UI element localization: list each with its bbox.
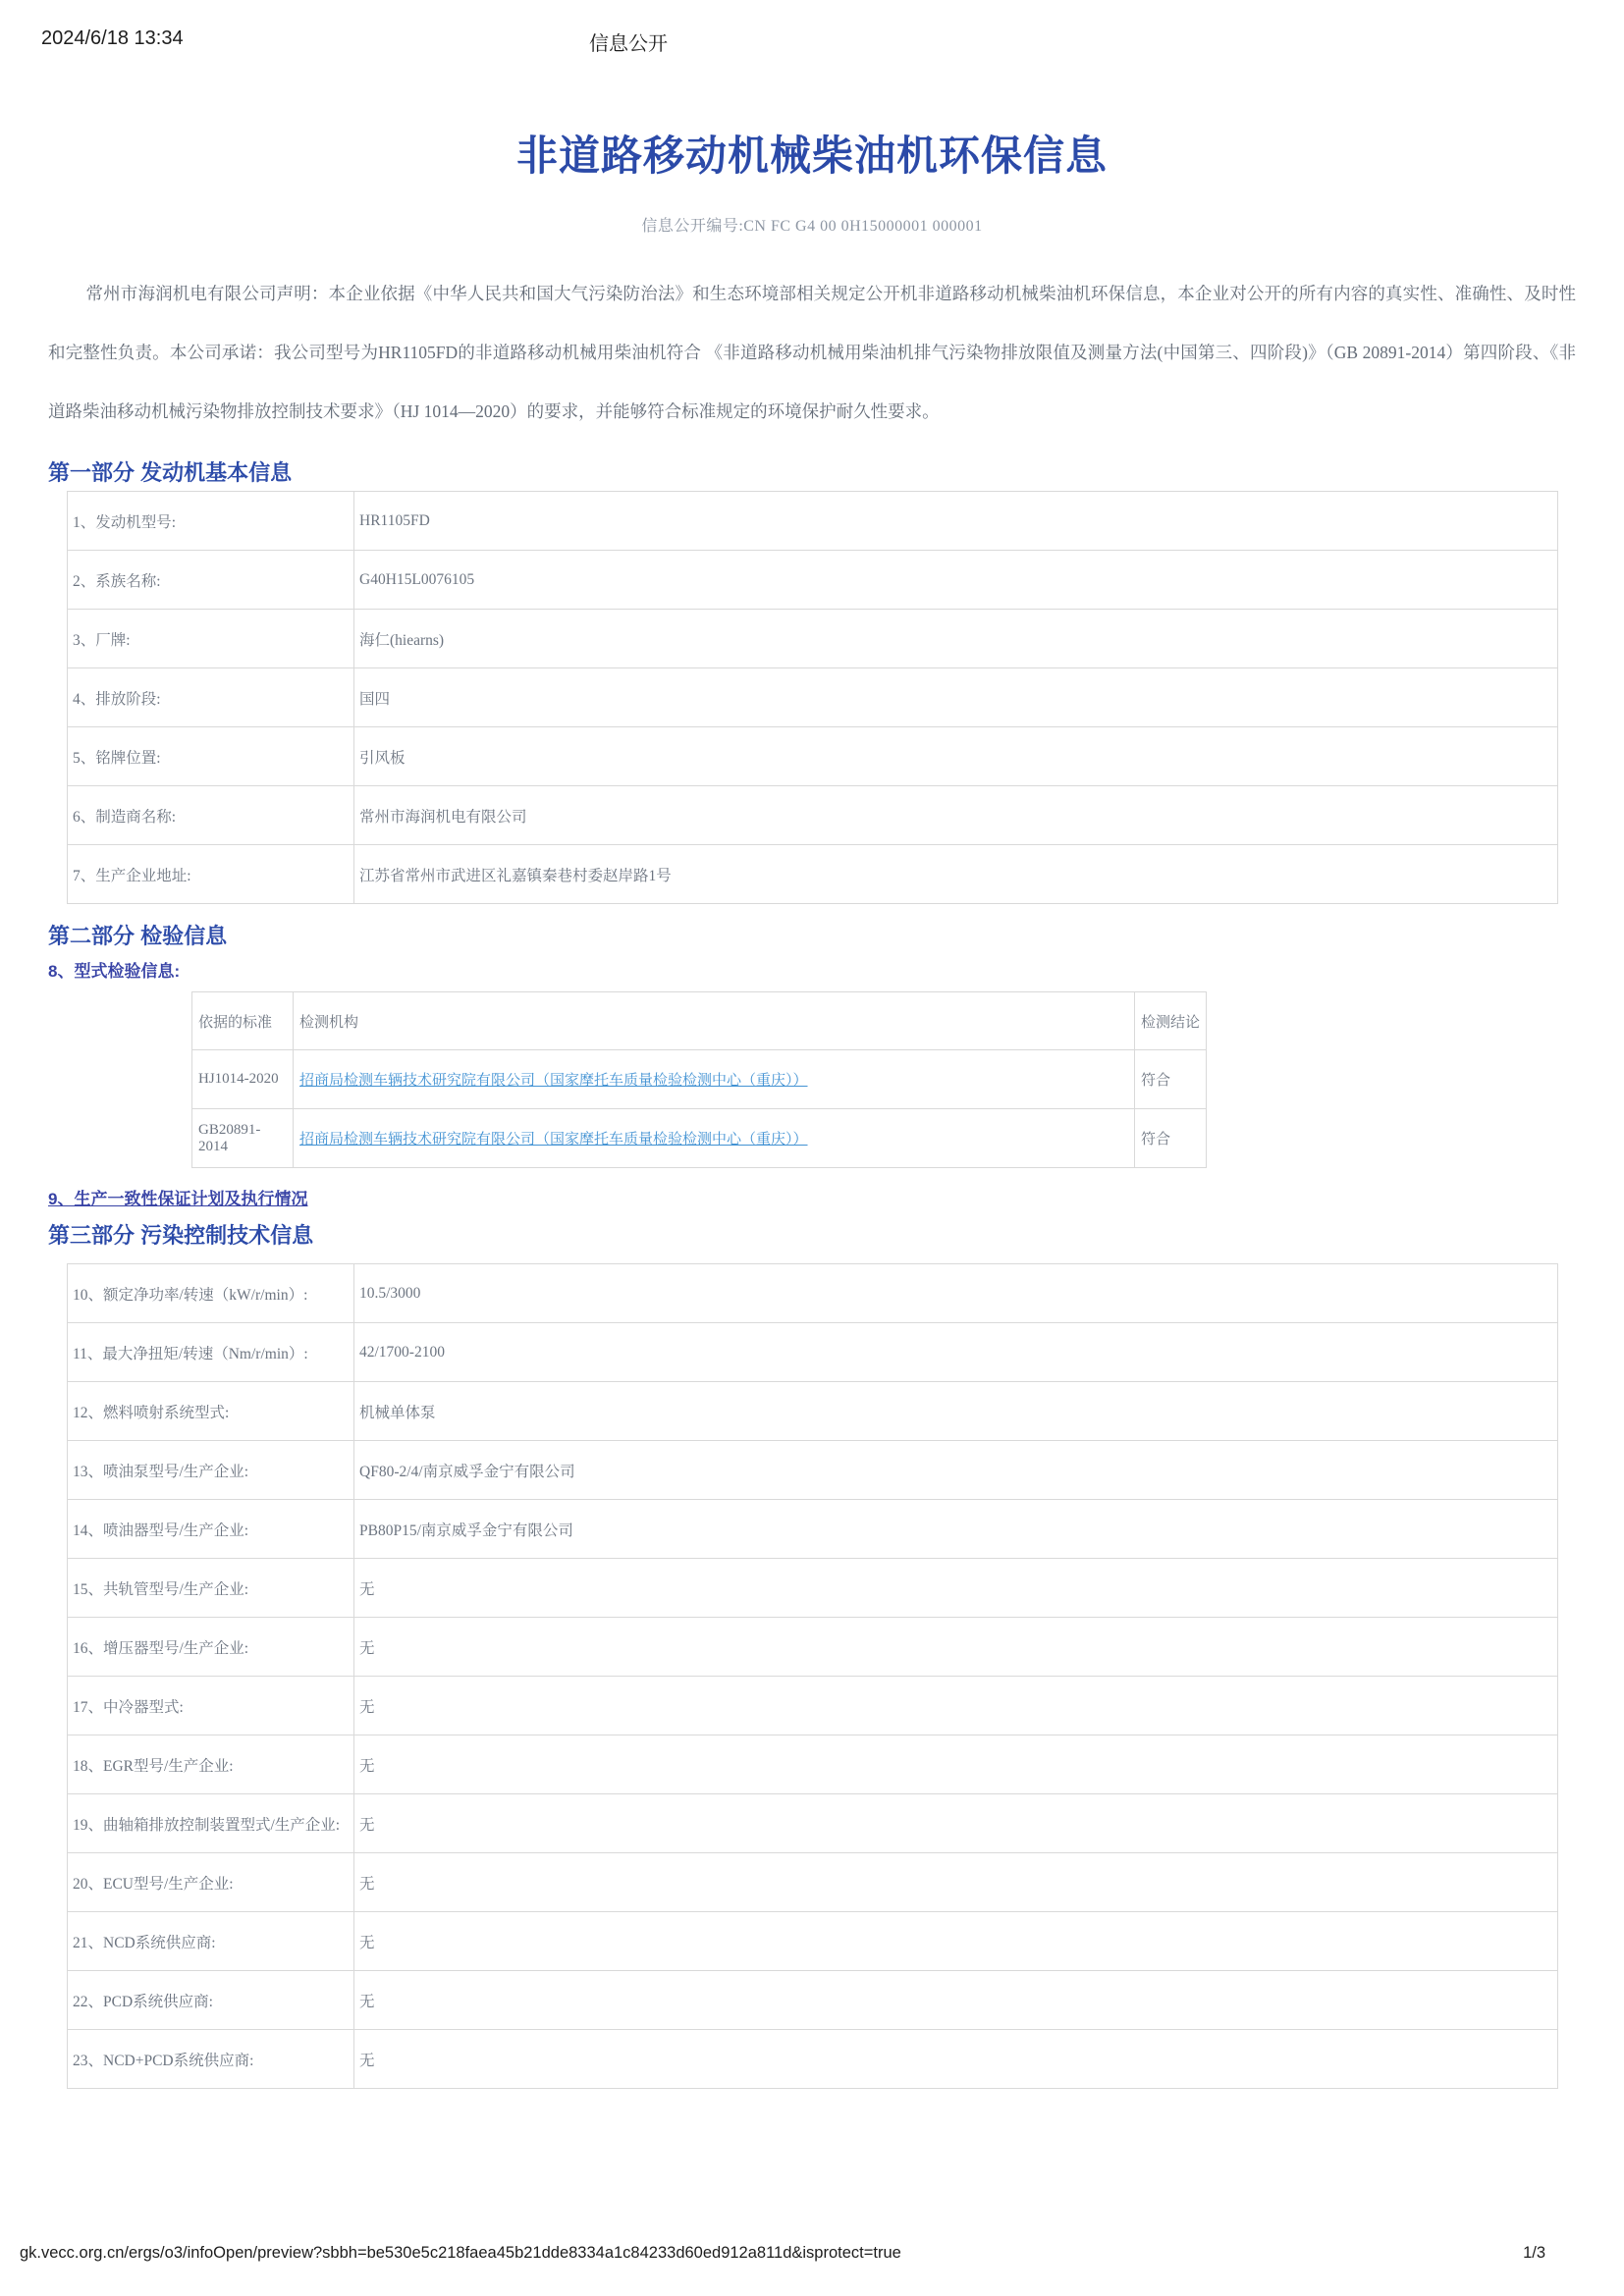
pollution-control-table — [67, 1263, 1558, 2089]
result-cell: 符合 — [1135, 1050, 1207, 1109]
print-footer-url: gk.vecc.org.cn/ergs/o3/infoOpen/preview?sbbh=be530e5c218faea45b21dde8334a1c84233d60ed912a811d&isprotect=true — [20, 2244, 901, 2262]
section2-heading: 第二部分 检验信息 — [48, 924, 228, 948]
row-value: 常州市海润机电有限公司 — [354, 786, 1558, 845]
row-label: 18、EGR型号/生产企业: — [68, 1735, 354, 1794]
row-label: 21、NCD系统供应商: — [68, 1912, 354, 1971]
row-value: 无 — [354, 1735, 1558, 1794]
agency-link[interactable]: 招商局检测车辆技术研究院有限公司（国家摩托车质量检验检测中心（重庆）） — [299, 1073, 808, 1089]
row-value: 无 — [354, 1794, 1558, 1853]
section1-heading: 第一部分 发动机基本信息 — [48, 460, 293, 485]
row-value: G40H15L0076105 — [354, 551, 1558, 610]
table-row — [68, 1441, 1558, 1500]
table-row — [68, 1853, 1558, 1912]
row-value: 海仁(hiearns) — [354, 610, 1558, 668]
table-row — [68, 1794, 1558, 1853]
row-value: 无 — [354, 1971, 1558, 2030]
row-label: 6、制造商名称: — [68, 786, 354, 845]
row-value: QF80-2/4/南京威孚金宁有限公司 — [354, 1441, 1558, 1500]
info-disclosure-number: 信息公开编号:CN FC G4 00 0H15000001 000001 — [641, 218, 983, 235]
row-value: 江苏省常州市武进区礼嘉镇秦巷村委赵岸路1号 — [354, 845, 1558, 904]
column-header-result: 检测结论 — [1135, 992, 1207, 1050]
table-row — [68, 786, 1558, 845]
table-row — [68, 1677, 1558, 1735]
row-label: 14、喷油器型号/生产企业: — [68, 1500, 354, 1559]
row-label: 15、共轨管型号/生产企业: — [68, 1559, 354, 1618]
row-value: 引风板 — [354, 727, 1558, 786]
row-value: PB80P15/南京威孚金宁有限公司 — [354, 1500, 1558, 1559]
standard-cell: GB20891-2014 — [192, 1109, 294, 1168]
row-label: 12、燃料喷射系统型式: — [68, 1382, 354, 1441]
print-page-number: 1/3 — [1523, 2244, 1545, 2262]
print-datetime: 2024/6/18 13:34 — [41, 27, 184, 49]
row-label: 22、PCD系统供应商: — [68, 1971, 354, 2030]
print-footer — [0, 2244, 1624, 2266]
row-label: 17、中冷器型式: — [68, 1677, 354, 1735]
table-row — [68, 1559, 1558, 1618]
table-row — [68, 668, 1558, 727]
row-value: 无 — [354, 1853, 1558, 1912]
table-row — [68, 845, 1558, 904]
table-row — [68, 1971, 1558, 2030]
engine-basic-info-table — [67, 491, 1558, 904]
row-label: 19、曲轴箱排放控制装置型式/生产企业: — [68, 1794, 354, 1853]
row-label: 16、增压器型号/生产企业: — [68, 1618, 354, 1677]
column-header-standard: 依据的标准 — [192, 992, 294, 1050]
agency-link[interactable]: 招商局检测车辆技术研究院有限公司（国家摩托车质量检验检测中心（重庆）） — [299, 1132, 808, 1148]
table-row — [68, 1735, 1558, 1794]
row-value: 无 — [354, 1677, 1558, 1735]
row-value: 无 — [354, 1559, 1558, 1618]
row-value: 无 — [354, 1912, 1558, 1971]
row-value: 10.5/3000 — [354, 1264, 1558, 1323]
agency-cell — [294, 1050, 1135, 1109]
row-label: 1、发动机型号: — [68, 492, 354, 551]
table-row — [192, 1109, 1207, 1168]
table-row — [68, 1500, 1558, 1559]
result-cell: 符合 — [1135, 1109, 1207, 1168]
table-row — [192, 1050, 1207, 1109]
table-row — [68, 1912, 1558, 1971]
document-content — [0, 134, 1624, 2089]
row-value: 无 — [354, 1618, 1558, 1677]
row-label: 10、额定净功率/转速（kW/r/min）: — [68, 1264, 354, 1323]
row-value: HR1105FD — [354, 492, 1558, 551]
agency-cell — [294, 1109, 1135, 1168]
print-header — [0, 27, 1624, 55]
type-inspection-label: 8、型式检验信息: — [48, 962, 181, 981]
standard-cell: HJ1014-2020 — [192, 1050, 294, 1109]
page-title: 非道路移动机械柴油机环保信息 — [515, 133, 1108, 179]
table-row — [68, 1618, 1558, 1677]
row-label: 13、喷油泵型号/生产企业: — [68, 1441, 354, 1500]
row-label: 2、系族名称: — [68, 551, 354, 610]
row-label: 11、最大净扭矩/转速（Nm/r/min）: — [68, 1323, 354, 1382]
table-row — [68, 492, 1558, 551]
row-label: 20、ECU型号/生产企业: — [68, 1853, 354, 1912]
table-row — [68, 551, 1558, 610]
row-value: 机械单体泵 — [354, 1382, 1558, 1441]
row-label: 4、排放阶段: — [68, 668, 354, 727]
table-header-row — [192, 992, 1207, 1050]
column-header-agency: 检测机构 — [294, 992, 1135, 1050]
table-row — [68, 727, 1558, 786]
table-row — [68, 1382, 1558, 1441]
print-doc-title: 信息公开 — [589, 33, 668, 55]
row-label: 23、NCD+PCD系统供应商: — [68, 2030, 354, 2089]
row-label: 3、厂牌: — [68, 610, 354, 668]
type-inspection-table — [191, 991, 1207, 1168]
row-value: 42/1700-2100 — [354, 1323, 1558, 1382]
row-value: 国四 — [354, 668, 1558, 727]
table-row — [68, 2030, 1558, 2089]
table-row — [68, 1323, 1558, 1382]
declaration-paragraph: 常州市海润机电有限公司声明：本企业依据《中华人民共和国大气污染防治法》和生态环境部相关规定公开机非道路移动机械柴油机环保信息，本企业对公开的所有内容的真实性、准确性、及时性和完整性负责。本公司承诺：我公司型号为HR1105FD的非道路移动机械用柴油机符合 《非道路移动机械用柴油机排气污染物排放限值及测量方法(中国第三、四阶段)》（GB 20891-2014）第四阶段、《非道路柴油移动机械污染物排放控制技术要求》（HJ 1014—2020）的要求，并能够符合标准规定的环境保护耐久性要求。 — [48, 284, 1576, 421]
row-label: 7、生产企业地址: — [68, 845, 354, 904]
row-value: 无 — [354, 2030, 1558, 2089]
section3-heading: 第三部分 污染控制技术信息 — [48, 1223, 314, 1248]
table-row — [68, 1264, 1558, 1323]
table-row — [68, 610, 1558, 668]
production-consistency-link[interactable]: 9、生产一致性保证计划及执行情况 — [48, 1190, 308, 1208]
row-label: 5、铭牌位置: — [68, 727, 354, 786]
